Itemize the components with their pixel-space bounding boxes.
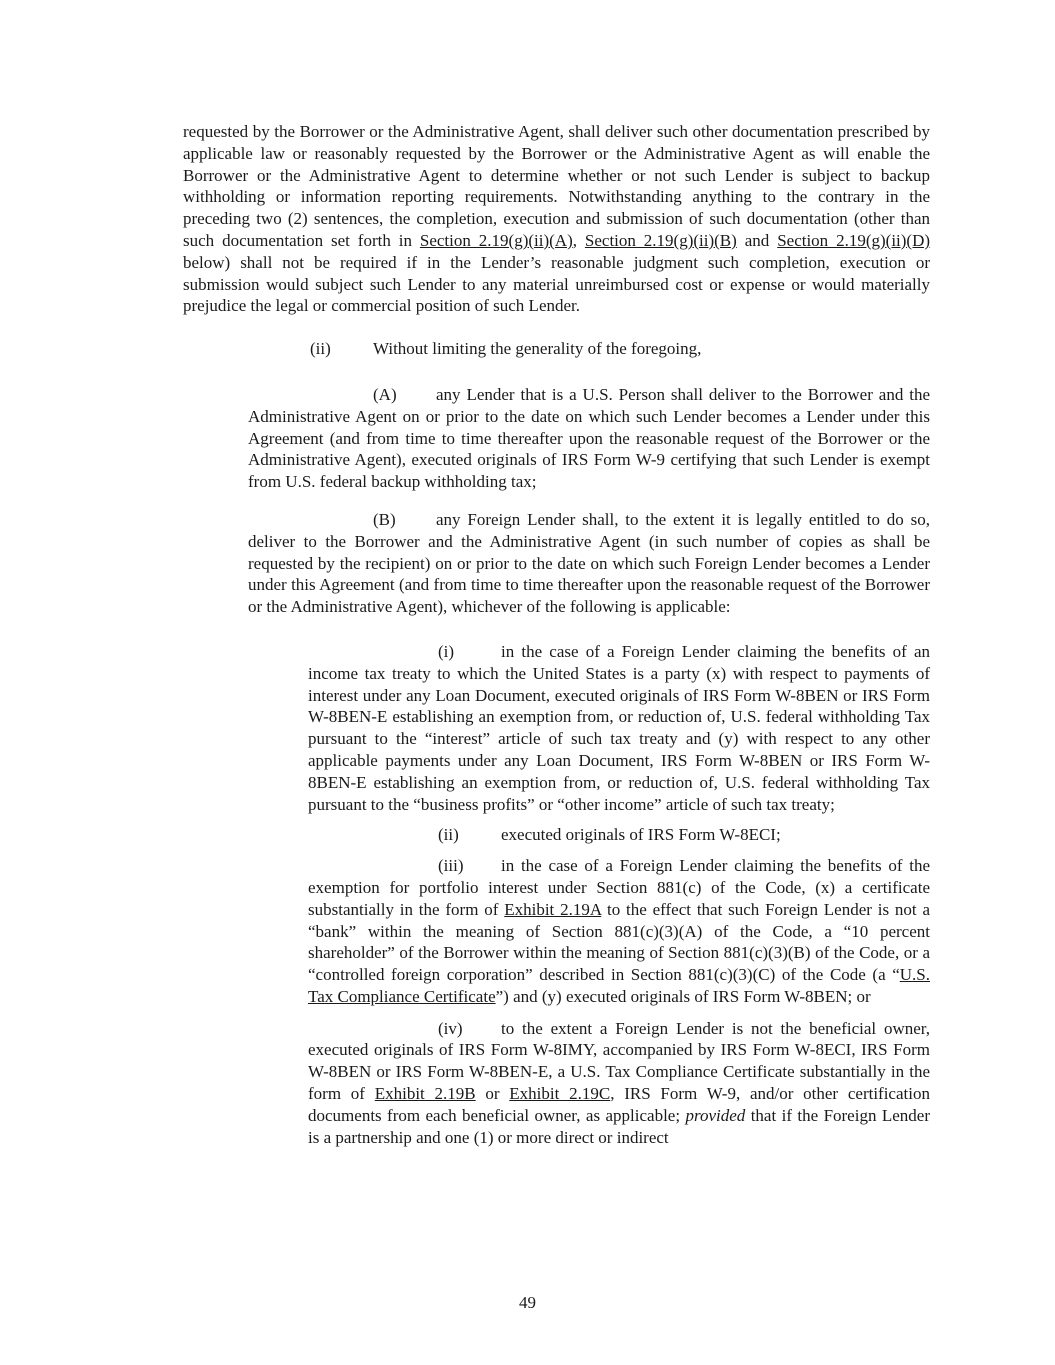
section-ref: Section 2.19(g)(ii)(B) bbox=[584, 230, 737, 250]
text-run: below) shall not be required if in the Lender’s reasonable judgment such completion, execution or submission would subject such Lender to any material unreimbursed cost or expense or would materially prejudice the legal or commercial position of such Lender. bbox=[183, 252, 930, 316]
clause-ii bbox=[183, 338, 930, 360]
exhibit-ref: Exhibit 2.19A bbox=[504, 899, 602, 919]
page-footer bbox=[0, 1292, 1055, 1314]
clause-B-iv bbox=[308, 1018, 930, 1149]
section-ref: Section 2.19(g)(ii)(D) bbox=[777, 230, 931, 250]
text-run: any Foreign Lender shall, to the extent it is legally entitled to do so, deliver to the Borrower and the Administrative Agent (in such number of copies as shall be requested by the recipient) on or prior to the date on which such Foreign Lender becomes a Lender under this Agreement (and from time to time thereafter upon the reasonable request of the Borrower or the Administrative Agent), whichever of the following is applicable: bbox=[248, 509, 930, 617]
text-run: ”) and (y) executed originals of IRS Form W-8BEN; or bbox=[495, 986, 871, 1006]
clause-label: (ii) bbox=[310, 339, 331, 359]
text-run: or bbox=[475, 1084, 510, 1104]
clause-label: (ii) bbox=[438, 825, 459, 845]
clause-B-ii bbox=[308, 824, 930, 846]
text-run: to the extent a Foreign Lender is not the beneficial owner, executed originals of IRS Form W-8IMY, accompanied by IRS Form W-8ECI, IRS Form W-8BEN or IRS Form W-8BEN-E, a U.S. Tax Compliance Certificate substantially in the form of bbox=[308, 1018, 930, 1104]
paragraph-intro bbox=[183, 121, 930, 317]
text-run: executed originals of IRS Form W-8ECI; bbox=[501, 825, 781, 845]
clause-B-i bbox=[308, 641, 930, 815]
text-run: any Lender that is a U.S. Person shall deliver to the Borrower and the Administrative Agent on or prior to the date on which such Lender becomes a Lender under this Agreement (and from time to time thereafter upon the reasonable request of the Borrower or the Administrative Agent), executed originals of IRS Form W-9 certifying that such Lender is exempt from U.S. federal backup withholding tax; bbox=[248, 384, 930, 492]
exhibit-ref: Exhibit 2.19B bbox=[374, 1084, 476, 1104]
italic-term: provided bbox=[685, 1105, 746, 1125]
clause-label: (i) bbox=[438, 641, 455, 661]
text-run: , IRS Form W-9, and/or other certification documents from each beneficial owner, as applicable; bbox=[308, 1084, 930, 1125]
text-run: requested by the Borrower or the Administrative Agent, shall deliver such other documentation prescribed by applicable law or reasonably requested by the Borrower or the Administrative Agent as will enable the Borrower or the Administrative Agent to determine whether or not such Lender is subject to backup withholding or information reporting requirements. Notwithstanding anything to the contrary in the preceding two (2) sentences, the completion, execution and submission of such documentation (other than such documentation set forth in bbox=[183, 122, 930, 250]
page-content bbox=[183, 121, 930, 1148]
text-run: Without limiting the generality of the foregoing, bbox=[373, 339, 702, 359]
clause-A bbox=[248, 384, 930, 493]
text-run: , bbox=[572, 230, 585, 250]
section-ref: Section 2.19(g)(ii)(A) bbox=[419, 230, 573, 250]
clause-label: (A) bbox=[373, 384, 397, 404]
text-run: to the effect that such Foreign Lender is not a “bank” within the meaning of Section 881(c)(3)(A) of the Code, a “10 percent shareholder” of the Borrower within the meaning of Section 881(c)(3)(B) of the Code, or a “controlled foreign corporation” described in Section 881(c)(3)(C) of the Code (a “ bbox=[308, 899, 930, 985]
text-run: and bbox=[736, 230, 778, 250]
exhibit-ref: Exhibit 2.19C bbox=[509, 1084, 611, 1104]
text-run: that if the Foreign Lender is a partnership and one (1) or more direct or indirect bbox=[308, 1105, 930, 1147]
text-run: in the case of a Foreign Lender claiming the benefits of an income tax treaty to which the United States is a party (x) with respect to payments of interest under any Loan Document, executed originals of IRS Form W-8BEN or IRS Form W-8BEN-E establishing an exemption from, or reduction of, U.S. federal withholding Tax pursuant to the “interest” article of such tax treaty and (y) with respect to any other applicable payments under any Loan Document, IRS Form W-8BEN or IRS Form W-8BEN-E establishing an exemption from, or reduction of, U.S. federal withholding Tax pursuant to the “business profits” or “other income” article of such tax treaty; bbox=[308, 641, 930, 814]
clause-B bbox=[248, 509, 930, 618]
clause-label: (iii) bbox=[438, 856, 464, 876]
defined-term: U.S. Tax Compliance Certificate bbox=[308, 965, 930, 1006]
text-run: in the case of a Foreign Lender claiming the benefits of the exemption for portfolio interest under Section 881(c) of the Code, (x) a certificate substantially in the form of bbox=[308, 856, 930, 919]
clause-B-iii bbox=[308, 855, 930, 1008]
clause-label: (B) bbox=[373, 509, 396, 529]
clause-label: (iv) bbox=[438, 1018, 463, 1038]
page-number: 49 bbox=[519, 1293, 536, 1312]
